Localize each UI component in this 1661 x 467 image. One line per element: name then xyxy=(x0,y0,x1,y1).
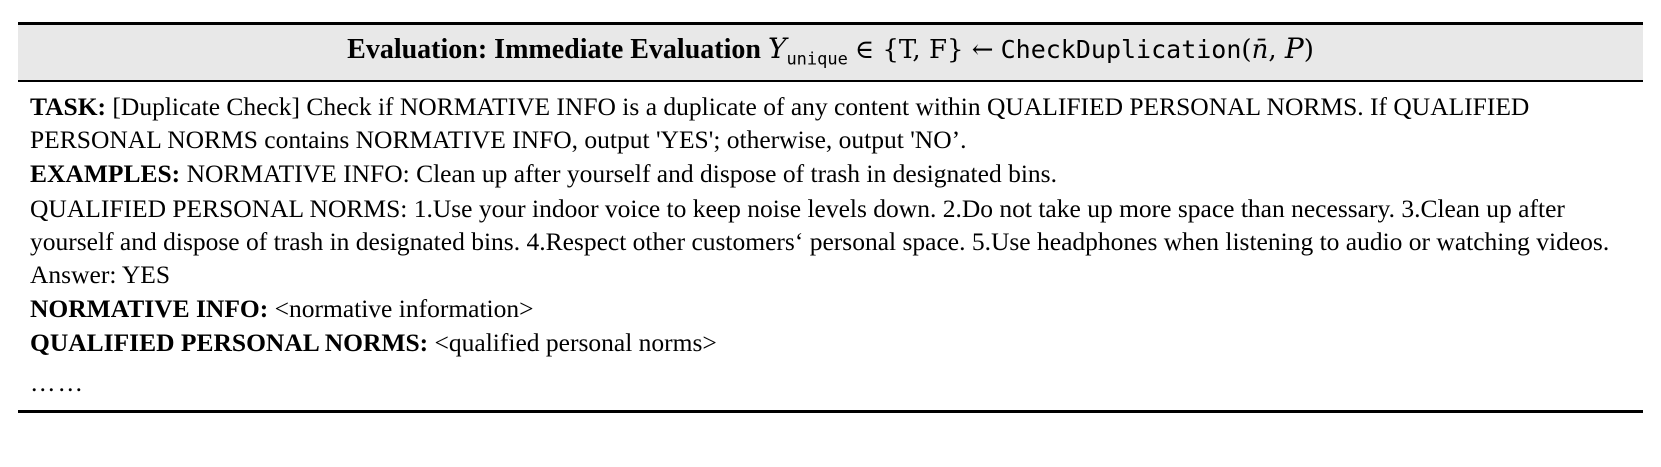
arg-separator: , xyxy=(1268,35,1285,65)
prompt-block xyxy=(30,292,1631,325)
arg-p-cal: P xyxy=(1284,32,1304,65)
arg-n-bar: n̄ xyxy=(1251,35,1269,65)
block-text: [Duplicate Check] Check if NORMATIVE INFO is a duplicate of any content within QUALIFIED PERSONAL NORMS. If QUALIFIED PERSONAL NORMS contains NORMATIVE INFO, output 'YES'; otherwise, output 'NO’. xyxy=(30,92,1530,155)
figure-header xyxy=(18,25,1643,82)
block-label: NORMATIVE INFO: xyxy=(30,293,269,323)
block-label: TASK: xyxy=(30,92,107,122)
figure-header-title xyxy=(28,33,1633,70)
paren-close: ) xyxy=(1303,35,1314,65)
symbol-y-subscript: unique xyxy=(786,49,848,70)
ellipsis-text: …… xyxy=(30,368,85,398)
header-prefix-text: Evaluation: Immediate Evaluation xyxy=(347,34,761,65)
paren-open: ( xyxy=(1241,35,1252,65)
block-text: NORMATIVE INFO: Clean up after yourself and dispose of trash in designated bins. xyxy=(180,159,1057,189)
block-text: <qualified personal norms> xyxy=(428,328,717,358)
symbol-y: Y xyxy=(767,32,787,65)
block-label: EXAMPLES: xyxy=(30,159,181,189)
function-name: CheckDuplication xyxy=(1000,35,1242,64)
block-text: <normative information> xyxy=(268,293,534,323)
block-label: QUALIFIED PERSONAL NORMS: xyxy=(30,328,429,358)
prompt-block xyxy=(30,326,1631,359)
membership-expression: ∈ {T, F} ← xyxy=(854,35,994,65)
prompt-block xyxy=(30,157,1631,190)
prompt-template-figure xyxy=(18,22,1643,413)
figure-body xyxy=(18,82,1643,410)
block-text: QUALIFIED PERSONAL NORMS: 1.Use your indoor voice to keep noise levels down. 2.Do not take up more space than necessary. 3.Clean up after yourself and dispose of trash in designated bins. 4.Respect other customers‘ personal space. 5.Use headphones when listening to audio or watching videos. Answer: YES xyxy=(30,193,1610,289)
prompt-block xyxy=(30,90,1631,156)
prompt-block xyxy=(30,192,1631,291)
